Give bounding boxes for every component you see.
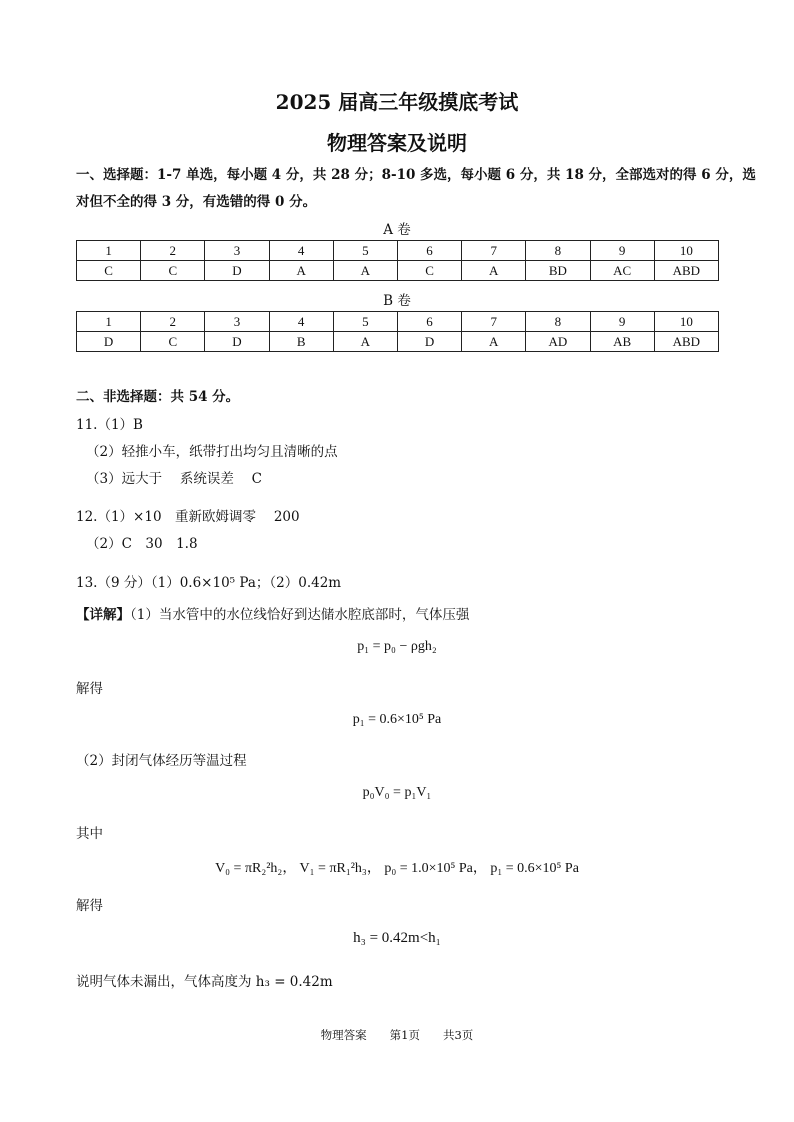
table-cell: 5 [333,241,397,261]
table-cell: A [333,261,397,281]
equation-4: V₀ = πR₂²h₂， V₁ = πR₁²h₃， p₀ = 1.0×10⁵ Pa， p₁ = 0.6×10⁵ Pa [215,861,579,876]
table-cell: 5 [333,312,397,332]
table-cell: C [77,261,141,281]
table-cell: 4 [269,241,333,261]
q13-separator: ；（2） [255,575,299,591]
page-footer: 物理答案 第1页 共3页 [320,1028,474,1042]
table-cell: 7 [462,312,526,332]
table-a-number-row [77,241,719,261]
q13-answer-2: 0.42m [298,575,342,591]
table-cell: 10 [654,312,718,332]
table-cell: 8 [526,241,590,261]
q11-line1: 11.（1）B [76,417,143,433]
exam-title: 2025 届高三年级摸底考试 [275,90,519,114]
table-cell: D [397,332,461,352]
section1-instructions-line1: 一、选择题：1-7 单选，每小题 4 分，共 28 分；8-10 多选，每小题 6 分，共 18 分，全部选对的得 6 分，选 [76,167,756,183]
table-cell: BD [526,261,590,281]
detail-text: （1）当水管中的水位线恰好到达储水腔底部时，气体压强 [130,607,470,623]
table-cell: 3 [205,241,269,261]
table-cell: 10 [654,241,718,261]
table-cell: ABD [654,261,718,281]
q12-line1: 12.（1）×10 重新欧姆调零 200 [76,509,300,525]
q13-heading [76,571,341,591]
table-cell: 6 [397,241,461,261]
q12-line2: （2）C 30 1.8 [86,536,198,552]
where-label: 其中 [76,826,103,842]
q13-answer-1: 0.6×10⁵ Pa [179,575,256,591]
table-b-answer-row [77,332,719,352]
table-cell: A [269,261,333,281]
table-cell: 1 [77,312,141,332]
q13-conclusion: 说明气体未漏出，气体高度为 h₃ = 0.42m [76,974,333,990]
equation-1: p₁ = p₀ − ρgh₂ [357,639,437,654]
table-cell: D [205,332,269,352]
q13-part2: （2）封闭气体经历等温过程 [76,753,247,769]
q11-line3: （3）远大于 系统误差 C [86,471,263,487]
table-cell: B [269,332,333,352]
table-cell: 1 [77,241,141,261]
equation-3: p₀V₀ = p₁V₁ [362,785,432,800]
table-cell: D [77,332,141,352]
table-cell: AD [526,332,590,352]
table-b-caption: B 卷 [383,293,411,309]
section1-instructions-line2: 对但不全的得 3 分，有选错的得 0 分。 [76,194,317,210]
answer-table-a [76,240,719,281]
solve-label-2: 解得 [76,898,103,914]
equation-2: p₁ = 0.6×10⁵ Pa [352,712,442,727]
table-cell: C [141,261,205,281]
table-cell: 4 [269,312,333,332]
q13-detail [76,603,469,623]
table-cell: AC [590,261,654,281]
table-cell: 6 [397,312,461,332]
q11-line2: （2）轻推小车，纸带打出均匀且清晰的点 [86,444,338,460]
table-a-caption: A 卷 [383,222,411,238]
table-cell: AB [590,332,654,352]
q13-prefix: 13.（9 分）（1） [76,575,180,591]
table-cell: ABD [654,332,718,352]
table-cell: A [462,332,526,352]
table-cell: C [397,261,461,281]
answer-subtitle: 物理答案及说明 [327,131,467,155]
equation-5: h₃ = 0.42m<h₁ [353,930,441,946]
table-cell: 7 [462,241,526,261]
table-cell: D [205,261,269,281]
table-a-answer-row [77,261,719,281]
table-cell: 2 [141,312,205,332]
section2-heading: 二、非选择题：共 54 分。 [76,389,240,405]
table-cell: 9 [590,312,654,332]
table-cell: A [333,332,397,352]
detail-label: 【详解】 [76,607,130,623]
table-cell: C [141,332,205,352]
table-cell: 9 [590,241,654,261]
solve-label-1: 解得 [76,681,103,697]
answer-table-b [76,311,719,352]
table-b-number-row [77,312,719,332]
table-cell: 3 [205,312,269,332]
table-cell: 8 [526,312,590,332]
table-cell: A [462,261,526,281]
table-cell: 2 [141,241,205,261]
